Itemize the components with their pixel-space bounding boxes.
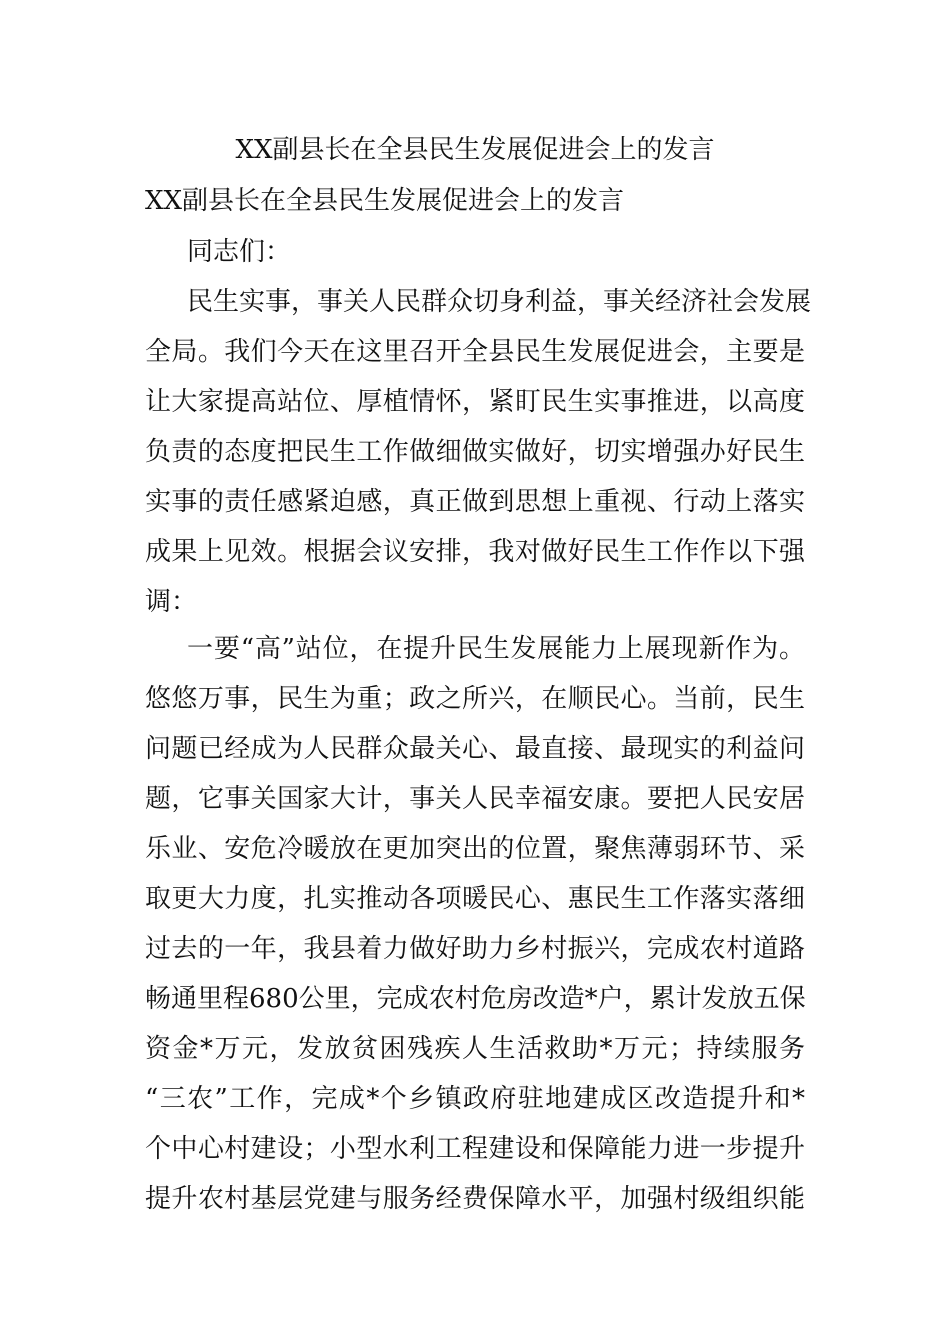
paragraph-line: 畅通里程680公里，完成农村危房改造*户，累计发放五保 (145, 984, 806, 1014)
paragraph-line: 全局。我们今天在这里召开全县民生发展促进会，主要是 (145, 337, 805, 367)
paragraph-line: 资金*万元，发放贫困残疾人生活救助*万元；持续服务 (145, 1034, 805, 1064)
paragraph-line: 负责的态度把民生工作做细做实做好，切实增强办好民生 (145, 437, 805, 467)
paragraph-line: 悠悠万事，民生为重；政之所兴，在顺民心。当前，民生 (145, 684, 805, 714)
paragraph-line: 让大家提高站位、厚植情怀，紧盯民生实事推进，以高度 (145, 387, 805, 417)
paragraph-line: 问题已经成为人民群众最关心、最直接、最现实的利益问 (145, 734, 805, 764)
salutation: 同志们： (187, 237, 292, 267)
paragraph-line: 成果上见效。根据会议安排，我对做好民生工作作以下强 (145, 537, 805, 567)
paragraph-line: 实事的责任感紧迫感，真正做到思想上重视、行动上落实 (145, 487, 805, 517)
document-title: XX副县长在全县民生发展促进会上的发言 (235, 135, 715, 165)
paragraph-line: 民生实事，事关人民群众切身利益，事关经济社会发展 (187, 287, 812, 317)
paragraph-line: 调： (145, 587, 198, 617)
paragraph-line: 个中心村建设；小型水利工程建设和保障能力进一步提升 (145, 1134, 805, 1164)
document-subtitle: XX副县长在全县民生发展促进会上的发言 (145, 186, 625, 216)
paragraph-line: 乐业、安危冷暖放在更加突出的位置，聚焦薄弱环节、采 (145, 834, 805, 864)
paragraph-line: 题，它事关国家大计，事关人民幸福安康。要把人民安居 (145, 784, 805, 814)
paragraph-line: 提升农村基层党建与服务经费保障水平，加强村级组织能 (145, 1184, 805, 1214)
paragraph-line: 取更大力度，扎实推动各项暖民心、惠民生工作落实落细 (145, 884, 805, 914)
paragraph-line: 一要“高”站位，在提升民生发展能力上展现新作为。 (187, 634, 805, 664)
paragraph-line: “三农”工作，完成*个乡镇政府驻地建成区改造提升和* (145, 1084, 805, 1114)
paragraph-line: 过去的一年，我县着力做好助力乡村振兴，完成农村道路 (145, 934, 805, 964)
